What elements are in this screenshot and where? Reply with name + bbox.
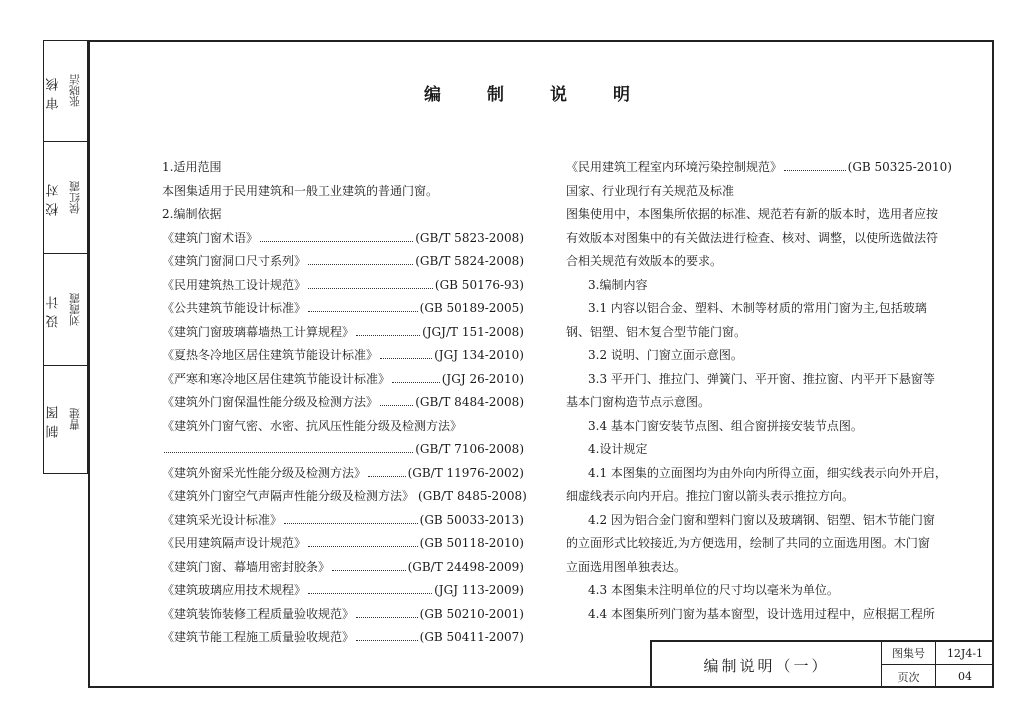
- reference-row: [566, 156, 952, 180]
- signature-strip: [43, 40, 89, 474]
- sig-role: 审核: [46, 72, 62, 110]
- reference-name: 《民用建筑隔声设计规范》: [162, 536, 307, 550]
- sig-cell-designer: [44, 253, 88, 365]
- reference-code: (JGJ 113-2009): [434, 583, 524, 597]
- reference-name: 《建筑外门窗气密、水密、抗风压性能分级及检测方法》: [162, 418, 463, 433]
- reference-code: (JGJ/T 151-2008): [422, 324, 524, 339]
- reference-code: (GB/T 11976-2002): [407, 465, 524, 480]
- sig-role: 制图: [46, 400, 62, 439]
- paragraph: 4.3 本图集未注明单位的尺寸均以毫米为单位。: [588, 583, 839, 597]
- paragraph: 国家、行业现行有关规范及标准: [566, 183, 735, 198]
- paragraph: 图集使用中，本图集所依据的标准、规范若有新的版本时，选用者应按: [566, 207, 939, 221]
- reference-code: (GB/T 24498-2009): [407, 559, 524, 574]
- sig-cell-reviewer: [44, 41, 88, 141]
- reference-code: (JGJ 134-2010): [434, 348, 524, 362]
- reference-row: [162, 368, 524, 392]
- sheet-name: 编制说明（一）: [652, 642, 882, 688]
- reference-name: 《建筑门窗、幕墙用密封胶条》: [162, 559, 331, 574]
- reference-code: (GB 50118-2010): [419, 536, 524, 550]
- reference-name: 《建筑门窗玻璃幕墙热工计算规程》: [162, 324, 355, 339]
- reference-row: [162, 532, 524, 556]
- reference-name: 《公共建筑节能设计标准》: [162, 301, 307, 315]
- reference-code: (JGJ 26-2010): [441, 371, 524, 386]
- sig-cell-checker: [44, 141, 88, 253]
- reference-row: [162, 556, 524, 580]
- reference-name: 《民用建筑工程室内环境污染控制规范》: [566, 160, 783, 174]
- paragraph: 钢、铝塑、铝木复合型节能门窗。: [566, 324, 747, 339]
- section-heading: 1.适用范围: [162, 160, 222, 174]
- reference-row: [162, 297, 524, 321]
- paragraph: 细虚线表示向内开启。推拉门窗以箭头表示推拉方向。: [566, 489, 855, 503]
- reference-code: (GB 50210-2001): [419, 606, 524, 621]
- paragraph: 3.1 内容以铝合金、塑料、木制等材质的常用门窗为主,包括玻璃: [588, 301, 927, 315]
- paragraph: 的立面形式比较接近,为方便选用，绘制了共同的立面选用图。木门窗: [566, 536, 930, 550]
- reference-row: [162, 250, 524, 274]
- reference-code: (GB 50189-2005): [419, 301, 524, 315]
- reference-row: [162, 391, 524, 415]
- paragraph: 有效版本对图集中的有关做法进行检查、核对、调整，以使所选做法符: [566, 230, 939, 245]
- paragraph: 3.4 基本门窗安装节点图、组合窗拼接安装节点图。: [588, 418, 863, 433]
- reference-code: (GB/T 5824-2008): [415, 254, 524, 268]
- reference-row: [162, 344, 524, 368]
- reference-name: 《夏热冬冷地区居住建筑节能设计标准》: [162, 348, 379, 362]
- paragraph: 立面选用图单独表达。: [566, 559, 687, 574]
- reference-code: (GB 50033-2013): [419, 512, 524, 527]
- reference-name: 《建筑门窗术语》: [162, 230, 259, 245]
- sig-cell-drafter: [44, 365, 88, 473]
- reference-code: (GB/T 5823-2008): [415, 230, 524, 245]
- reference-name: 《建筑门窗洞口尺寸系列》: [162, 254, 307, 268]
- paragraph: 基本门窗构造节点示意图。: [566, 395, 711, 409]
- page-label: 页次: [882, 665, 936, 688]
- reference-row: [162, 438, 524, 462]
- paragraph: 3.2 说明、门窗立面示意图。: [588, 348, 743, 362]
- atlas-label: 图集号: [882, 642, 936, 665]
- sig-role: 设计: [46, 290, 62, 329]
- reference-row: [162, 485, 527, 509]
- reference-code: (GB 50325-2010): [847, 160, 952, 174]
- section-heading: 4.设计规定: [588, 442, 648, 456]
- reference-row: [162, 321, 524, 345]
- reference-row: [162, 509, 524, 533]
- sig-name: 侯红霞: [64, 142, 88, 253]
- reference-name: 《建筑节能工程施工质量验收规范》: [162, 630, 355, 644]
- section-heading: 2.编制依据: [162, 207, 222, 221]
- reference-name: 《建筑采光设计标准》: [162, 512, 283, 527]
- reference-name: 《建筑外门窗保温性能分级及检测方法》: [162, 395, 379, 409]
- reference-name: 《建筑玻璃应用技术规程》: [162, 583, 307, 597]
- sig-role: 校对: [46, 178, 62, 217]
- reference-code: (GB/T 7106-2008): [415, 442, 524, 456]
- page-number: 04: [958, 670, 972, 683]
- paragraph: 合相关规范有效版本的要求。: [566, 254, 723, 268]
- sig-name: 刘霞霞: [64, 254, 88, 365]
- paragraph: 3.3 平开门、推拉门、弹簧门、平开窗、推拉窗、内平开下悬窗等: [588, 371, 935, 386]
- paragraph: 本图集适用于民用建筑和一般工业建筑的普通门窗。: [162, 183, 439, 198]
- reference-name: 《建筑外窗采光性能分级及检测方法》: [162, 465, 367, 480]
- reference-row: [162, 579, 524, 603]
- sig-name: 张晓洁: [64, 41, 88, 141]
- title-block: [650, 640, 994, 688]
- reference-name: 《民用建筑热工设计规范》: [162, 277, 307, 292]
- reference-row: [162, 227, 524, 251]
- reference-row: [162, 462, 524, 486]
- reference-row: [162, 603, 524, 627]
- sig-name: 曹建: [64, 366, 88, 473]
- reference-name: 《严寒和寒冷地区居住建筑节能设计标准》: [162, 371, 391, 386]
- paragraph: 4.4 本图集所列门窗为基本窗型，设计选用过程中，应根据工程所: [588, 606, 935, 621]
- reference-code: (GB/T 8484-2008): [415, 395, 524, 409]
- atlas-number: 12J4-1: [936, 642, 994, 665]
- right-column: [566, 156, 952, 626]
- section-heading: 3.编制内容: [588, 277, 648, 292]
- reference-name: 《建筑外门窗空气声隔声性能分级及检测方法》: [162, 489, 415, 503]
- reference-name: 《建筑装饰装修工程质量验收规范》: [162, 606, 355, 621]
- page-title: 编制说明: [424, 85, 676, 105]
- left-column: [162, 156, 527, 650]
- paragraph: 4.1 本图集的立面图均为由外向内所得立面，细实线表示向外开启，: [588, 465, 947, 480]
- paragraph: 4.2 因为铝合金门窗和塑料门窗以及玻璃钢、铝塑、铝木节能门窗: [588, 512, 935, 527]
- reference-code: (GB 50176-93): [434, 277, 524, 292]
- reference-row: [162, 274, 524, 298]
- reference-code: (GB 50411-2007): [419, 630, 524, 644]
- reference-row: [162, 626, 524, 650]
- reference-code: (GB/T 8485-2008): [418, 489, 527, 503]
